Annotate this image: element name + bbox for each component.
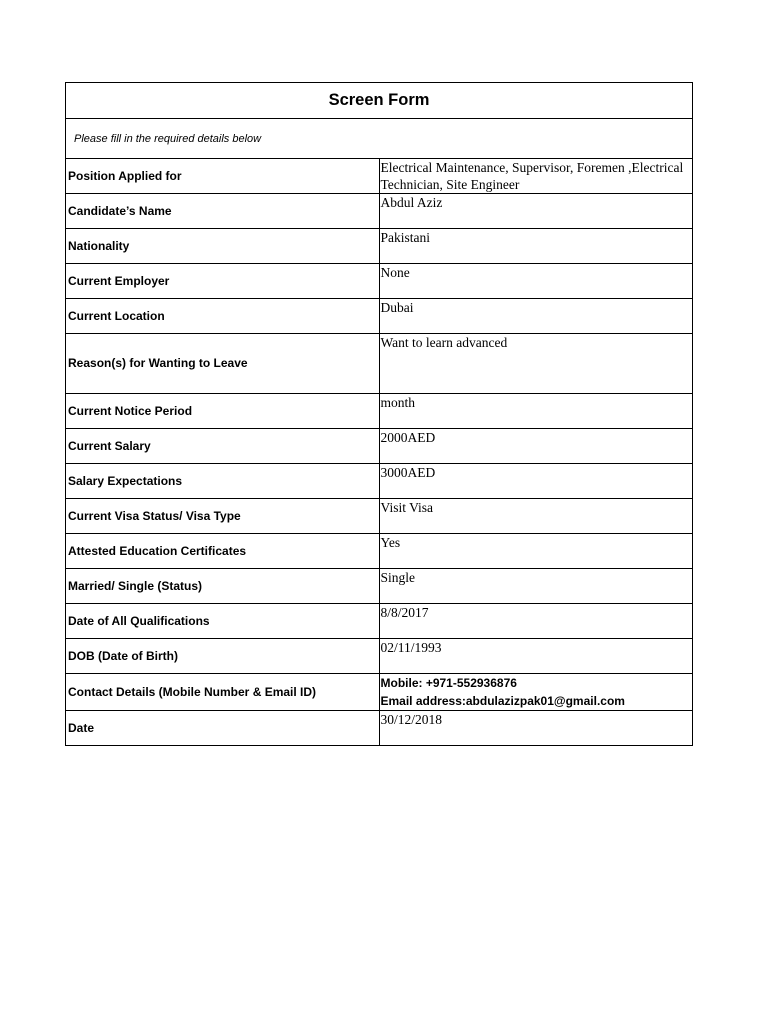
field-value: Electrical Maintenance, Supervisor, Foremen ,Electrical Technician, Site Engineer [379,159,693,194]
field-value: 02/11/1993 [379,639,693,674]
form-row-date [66,711,693,746]
field-value: Dubai [379,299,693,334]
field-label: Nationality [66,229,380,264]
field-label: Contact Details (Mobile Number & Email ID) [66,674,380,711]
form-row-reason-leave [66,334,693,394]
form-row-current-location [66,299,693,334]
form-row-salary-expectations [66,464,693,499]
field-value: 2000AED [379,429,693,464]
field-label: Married/ Single (Status) [66,569,380,604]
field-value: Single [379,569,693,604]
field-value [379,674,693,711]
field-value: Yes [379,534,693,569]
field-label: Reason(s) for Wanting to Leave [66,334,380,394]
form-row-notice-period [66,394,693,429]
form-row-nationality [66,229,693,264]
field-value: 30/12/2018 [379,711,693,746]
form-row-current-employer [66,264,693,299]
field-label: Current Visa Status/ Visa Type [66,499,380,534]
field-value: Want to learn advanced [379,334,693,394]
field-label: Current Location [66,299,380,334]
field-value: month [379,394,693,429]
field-value: 8/8/2017 [379,604,693,639]
form-row-candidate-name [66,194,693,229]
field-value: Pakistani [379,229,693,264]
field-label: Attested Education Certificates [66,534,380,569]
field-label: Date of All Qualifications [66,604,380,639]
field-value: None [379,264,693,299]
contact-mobile: Mobile: +971-552936876 [380,676,517,690]
form-row-attested-certificates [66,534,693,569]
form-row-dob [66,639,693,674]
form-row-contact-details [66,674,693,711]
field-value: 3000AED [379,464,693,499]
screen-form-table [65,82,693,746]
form-row-qualifications-date [66,604,693,639]
form-title: Screen Form [66,83,693,119]
field-value: Visit Visa [379,499,693,534]
field-value: Abdul Aziz [379,194,693,229]
field-label: Salary Expectations [66,464,380,499]
form-row-marital-status [66,569,693,604]
form-row-position [66,159,693,194]
field-label: Candidate’s Name [66,194,380,229]
field-label: Current Salary [66,429,380,464]
form-instructions: Please fill in the required details below [66,119,693,159]
field-label: Current Employer [66,264,380,299]
field-label: DOB (Date of Birth) [66,639,380,674]
field-label: Current Notice Period [66,394,380,429]
form-row-visa-status [66,499,693,534]
contact-email: Email address:abdulazizpak01@gmail.com [380,694,625,708]
form-row-current-salary [66,429,693,464]
field-label: Position Applied for [66,159,380,194]
field-label: Date [66,711,380,746]
